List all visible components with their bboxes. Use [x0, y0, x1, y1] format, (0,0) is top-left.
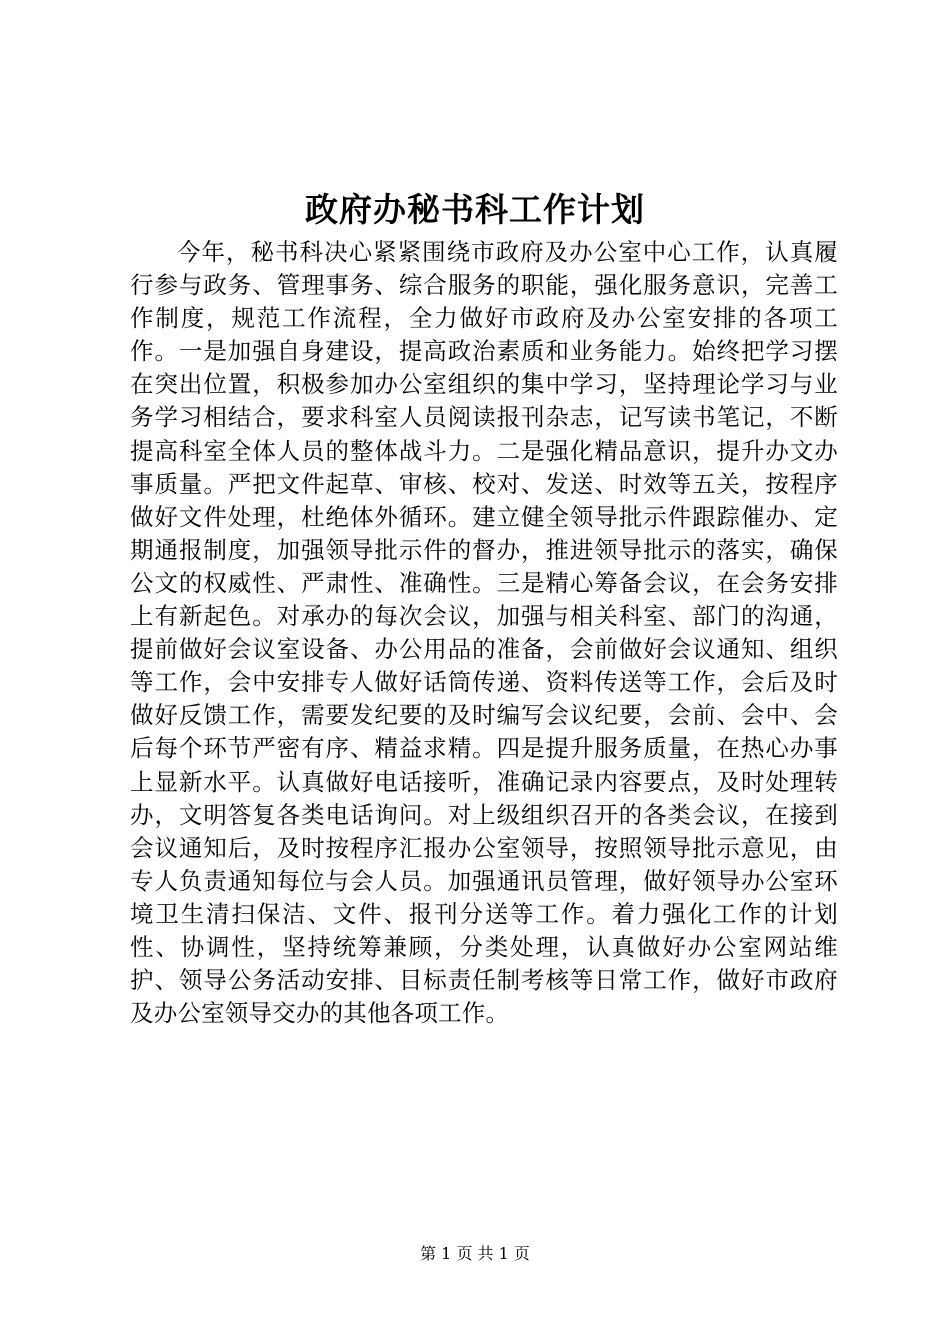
document-body-paragraph: 今年，秘书科决心紧紧围绕市政府及办公室中心工作，认真履行参与政务、管理事务、综合服务的职能，强化服务意识，完善工作制度，规范工作流程，全力做好市政府及办公室安排的各项工作。一是加强自身建设，提高政治素质和业务能力。始终把学习摆在突出位置，积极参加办公室组织的集中学习，坚持理论学习与业务学习相结合，要求科室人员阅读报刊杂志，记写读书笔记，不断提高科室全体人员的整体战斗力。二是强化精品意识，提升办文办事质量。严把文件起草、审核、校对、发送、时效等五关，按程序做好文件处理，杜绝体外循环。建立健全领导批示件跟踪催办、定期通报制度，加强领导批示件的督办，推进领导批示的落实，确保公文的权威性、严肃性、准确性。三是精心筹备会议，在会务安排上有新起色。对承办的每次会议，加强与相关科室、部门的沟通，提前做好会议室设备、办公用品的准备，会前做好会议通知、组织等工作，会中安排专人做好话筒传递、资料传送等工作，会后及时做好反馈工作，需要发纪要的及时编写会议纪要，会前、会中、会后每个环节严密有序、精益求精。四是提升服务质量，在热心办事上显新水平。认真做好电话接听，准确记录内容要点，及时处理转办，文明答复各类电话询问。对上级组织召开的各类会议，在接到会议通知后，及时按程序汇报办公室领导，按照领导批示意见，由专人负责通知每位与会人员。加强通讯员管理，做好领导办公室环境卫生清扫保洁、文件、报刊分送等工作。着力强化工作的计划性、协调性，坚持统筹兼顾，分类处理，认真做好办公室网站维护、领导公务活动安排、目标责任制考核等日常工作，做好市政府及办公室领导交办的其他各项工作。 [130, 238, 838, 1028]
document-title: 政府办秘书科工作计划 [305, 190, 645, 229]
page-number-footer: 第 1 页 共 1 页 [420, 1244, 530, 1263]
